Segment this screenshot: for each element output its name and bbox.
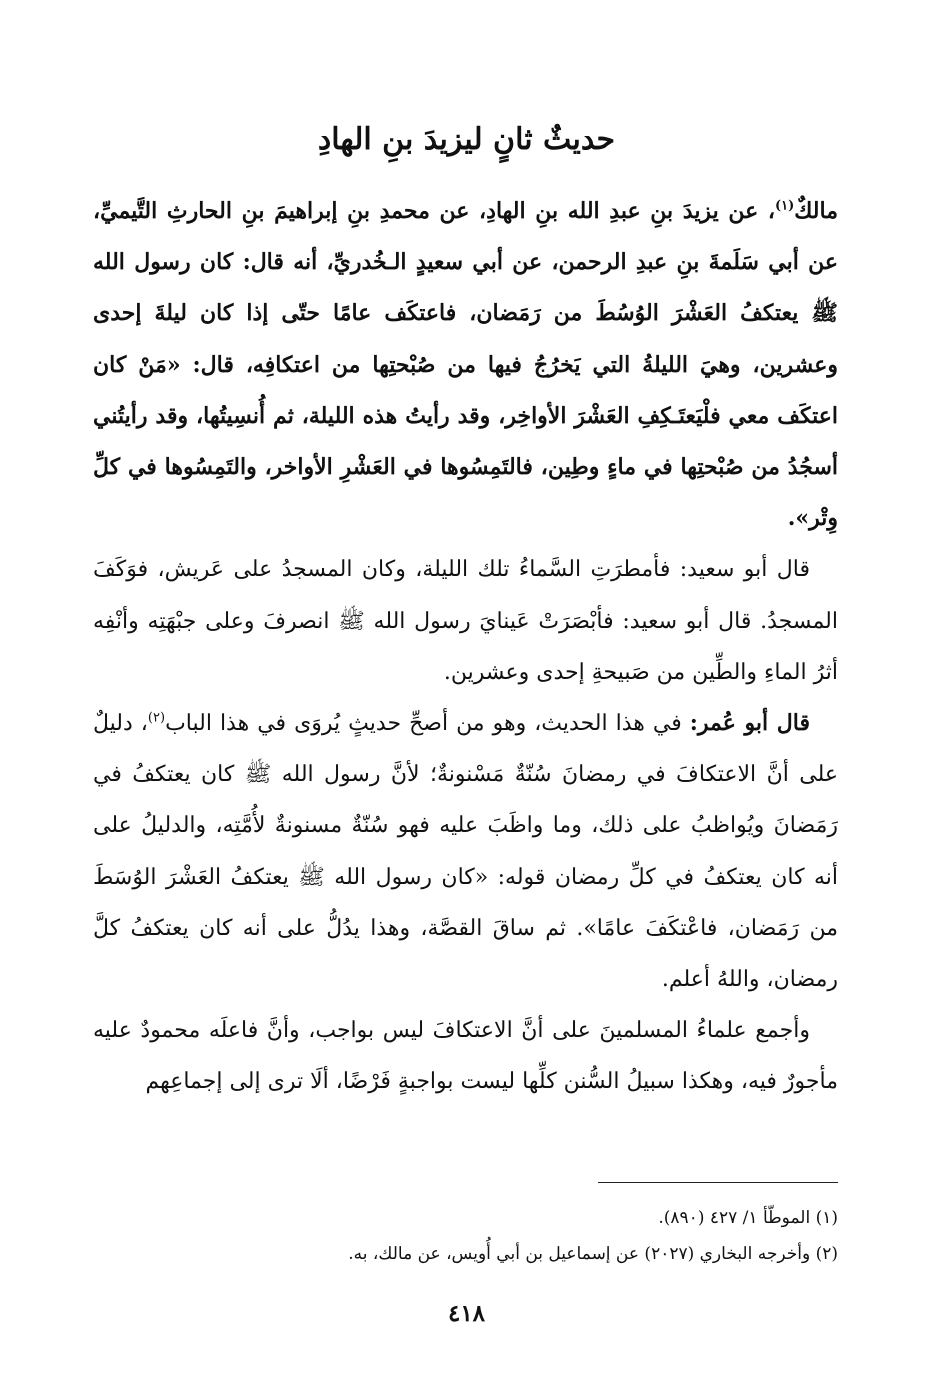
footnote-1: (١) الموطّأ ١/ ٤٢٧ (٨٩٠).	[658, 1208, 838, 1228]
footnote-ref-2[interactable]: (٢)	[147, 710, 166, 726]
footnote-ref-1[interactable]: (١)	[774, 198, 795, 214]
main-text	[93, 186, 838, 1108]
consensus-paragraph: وأجمع علماءُ المسلمينَ على أنَّ الاعتكافَ ليس بواجب، وأنَّ فاعلَه محمودٌ عليه مأجورٌ فيه، وهكذا سبيلُ السُّنن كلِّها ليست بواجبةٍ فَرْضًا، ألَا ترى إلى إجماعِهم	[93, 1018, 838, 1095]
hadith-paragraph	[93, 186, 838, 544]
footnote-2: (٢) وأخرجه البخاري (٢٠٢٧) عن إسماعيل بن أبي أُويس، عن مالك، به.	[348, 1244, 838, 1264]
footnote-divider	[598, 1182, 838, 1183]
narrator-name: مالكٌ	[794, 198, 838, 224]
commentary-text-a: في هذا الحديث، وهو من أصحِّ حديثٍ يُروَى في هذا الباب	[165, 711, 690, 737]
narration-paragraph: قال أبو سعيد: فأمطرَتِ السَّماءُ تلك الليلة، وكان المسجدُ على عَريش، فوَكَفَ المسجدُ. قال أبو سعيد: فأبْصَرَتْ عَينايَ رسول الله ﷺ انصرفَ وعلى جبْهَتِه وأنْفِه أثرُ الماءِ والطِّين من صَبيحةِ إحدى وعشرين.	[93, 557, 838, 685]
page-number: ٤١٨	[447, 1300, 486, 1327]
commentary-text-b: ، دليلٌ على أنَّ الاعتكافَ في رمضانَ سُنّةٌ مَسْنونةٌ؛ لأنَّ رسول الله ﷺ كان يعتكفُ في رَمَضانَ ويُواظبُ على ذلك، وما واظَبَ عليه فهو سُنّةٌ مسنونةٌ لأُمَّتِه، والدليلُ على أنه كان يعتكفُ في كلِّ رمضان قوله: «كان رسول الله ﷺ يعتكفُ العَشْرَ الوُسَطَ من رَمَضان، فاعْتكَفَ عامًا». ثم ساقَ القصَّة، وهذا يدُلُّ على أنه كان يعتكفُ كلَّ رمضان، واللهُ أعلم.	[93, 711, 838, 993]
hadith-text: ، عن يزيدَ بنِ عبدِ الله بنِ الهادِ، عن محمدِ بنِ إبراهيمَ بنِ الحارثِ التَّيميِّ، عن أبي سَلَمةَ بنِ عبدِ الرحمن، عن أبي سعيدٍ الـخُدريِّ، أنه قال: كان رسول الله ﷺ يعتكفُ العَشْرَ الوُسُطَ من رَمَضان، فاعتكَف عامًا حتّى إذا كان ليلةَ إحدى وعشرين، وهيَ الليلةُ التي يَخرُجُ فيها من صُبْحتِها من اعتكافِه، قال: «مَنْ كان اعتكَف معي فلْيَعتَـكِفِ العَشْرَ الأواخِر، وقد رأيتُ هذه الليلة، ثم أُنسِيتُها، وقد رأيتُني أسجُدُ من صُبْحتِها في ماءٍ وطِين، فالتَمِسُوها في العَشْرِ الأواخر، والتَمِسُوها في كلِّ وِتْر».	[93, 198, 838, 532]
commentary-lead: قال أبو عُمر:	[689, 710, 810, 737]
chapter-title: حديثٌ ثانٍ ليزيدَ بنِ الهادِ	[317, 122, 616, 157]
footnotes	[93, 1200, 838, 1272]
commentary-paragraph	[93, 698, 838, 1005]
